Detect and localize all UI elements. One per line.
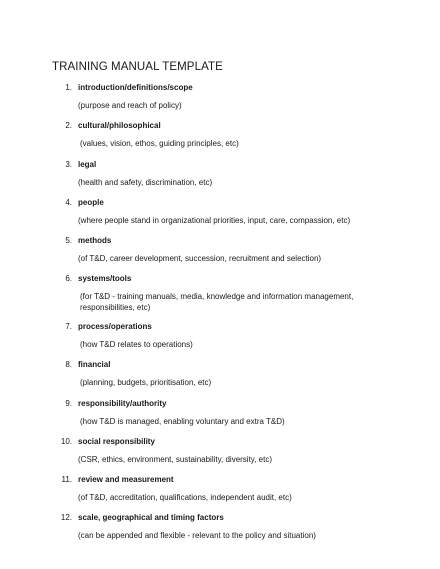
- section-item: [0, 159, 440, 197]
- section-item: [0, 474, 440, 512]
- section-description: (CSR, ethics, environment, sustainability, diversity, etc): [78, 454, 272, 464]
- section-description: (health and safety, discrimination, etc): [78, 177, 213, 187]
- section-number: 3.: [65, 159, 72, 169]
- section-item: [0, 197, 440, 235]
- section-number: 9.: [65, 398, 72, 408]
- section-heading: review and measurement: [78, 475, 174, 485]
- section-item: [0, 120, 440, 158]
- section-heading: financial: [78, 360, 111, 370]
- section-description: (can be appended and flexible - relevant to the policy and situation): [78, 531, 316, 541]
- section-heading: social responsibility: [78, 436, 155, 446]
- section-item: [0, 398, 440, 436]
- section-item: [0, 512, 440, 550]
- section-number: 2.: [65, 121, 72, 131]
- section-heading: responsibility/authority: [78, 398, 167, 408]
- section-description: (of T&D, career development, succession, recruitment and selection): [78, 254, 322, 264]
- section-description: (values, vision, ethos, guiding principles, etc): [80, 139, 239, 149]
- section-description: (how T&D is managed, enabling voluntary and extra T&D): [80, 416, 285, 426]
- section-number: 6.: [65, 274, 72, 284]
- section-number: 7.: [65, 321, 72, 331]
- section-number: 10.: [60, 436, 72, 446]
- section-description: (planning, budgets, prioritisation, etc): [80, 378, 212, 388]
- section-list: [0, 82, 440, 551]
- section-heading: scale, geographical and timing factors: [78, 513, 224, 523]
- section-heading: process/operations: [78, 321, 152, 331]
- document-title: TRAINING MANUAL TEMPLATE: [52, 61, 223, 73]
- section-heading: introduction/definitions/scope: [78, 83, 193, 92]
- section-description: (how T&D relates to operations): [80, 339, 193, 349]
- section-description: (for T&D - training manuals, media, knowledge and information management, responsibilities, etc): [80, 292, 354, 312]
- section-item: [0, 235, 440, 273]
- section-heading: people: [78, 197, 104, 207]
- section-item: [0, 359, 440, 397]
- section-heading: methods: [78, 236, 112, 246]
- section-number: 12.: [60, 513, 72, 523]
- section-item: [0, 436, 440, 474]
- section-number: 1.: [65, 83, 72, 92]
- section-number: 4.: [65, 197, 72, 207]
- section-number: 11.: [61, 475, 72, 485]
- section-number: 5.: [65, 236, 72, 246]
- section-item: [0, 321, 440, 359]
- section-description: (where people stand in organizational priorities, input, care, compassion, etc): [78, 215, 351, 225]
- section-item: [0, 273, 440, 321]
- section-description: (of T&D, accreditation, qualifications, independent audit, etc): [78, 493, 292, 503]
- section-item: [0, 82, 440, 120]
- section-number: 8.: [65, 360, 72, 370]
- section-heading: systems/tools: [78, 274, 132, 284]
- section-heading: cultural/philosophical: [78, 121, 161, 131]
- section-heading: legal: [78, 159, 97, 169]
- section-description: (purpose and reach of policy): [78, 101, 182, 110]
